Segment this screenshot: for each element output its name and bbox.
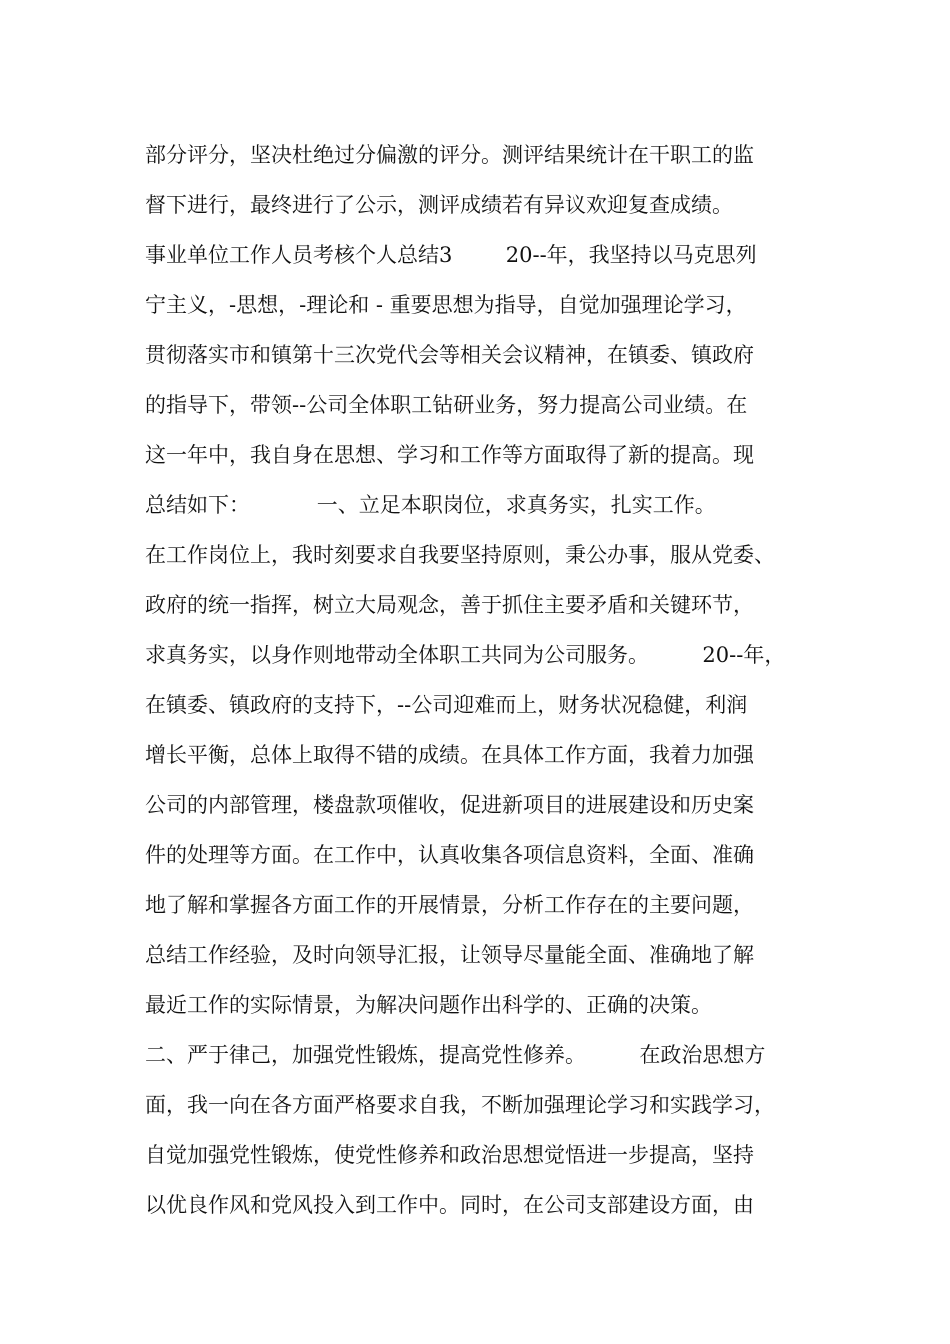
text-line: 部分评分，坚决杜绝过分偏激的评分。测评结果统计在干职工的监 bbox=[145, 143, 754, 167]
text-line: 以优良作风和党风投入到工作中。同时，在公司支部建设方面，由 bbox=[145, 1193, 754, 1217]
text-line: 贯彻落实市和镇第十三次党代会等相关会议精神，在镇委、镇政府 bbox=[145, 343, 754, 367]
text-line: 总结如下： 一、立足本职岗位，求真务实，扎实工作。 bbox=[145, 493, 716, 517]
text-line: 最近工作的实际情景，为解决问题作出科学的、正确的决策。 bbox=[145, 993, 712, 1017]
text-line: 的指导下，带领--公司全体职工钻研业务，努力提高公司业绩。在 bbox=[145, 393, 748, 417]
text-line: 在镇委、镇政府的支持下，--公司迎难而上，财务状况稳健，利润 bbox=[145, 693, 748, 717]
text-line: 在工作岗位上，我时刻要求自我要坚持原则，秉公办事，服从党委、 bbox=[145, 543, 775, 567]
text-line: 地了解和掌握各方面工作的开展情景，分析工作存在的主要问题， bbox=[145, 893, 754, 917]
text-line: 件的处理等方面。在工作中，认真收集各项信息资料，全面、准确 bbox=[145, 843, 754, 867]
text-line: 二、严于律己，加强党性锻炼，提高党性修养。 在政治思想方 bbox=[145, 1043, 766, 1067]
text-line: 面，我一向在各方面严格要求自我，不断加强理论学习和实践学习， bbox=[145, 1093, 775, 1117]
text-line: 宁主义，-思想，-理论和 - 重要思想为指导，自觉加强理论学习， bbox=[145, 293, 747, 317]
text-line: 自觉加强党性锻炼，使党性修养和政治思想觉悟进一步提高，坚持 bbox=[145, 1143, 754, 1167]
text-line: 总结工作经验，及时向领导汇报，让领导尽量能全面、准确地了解 bbox=[145, 943, 754, 967]
text-line: 求真务实，以身作则地带动全体职工共同为公司服务。 20--年， bbox=[145, 643, 786, 667]
text-line: 政府的统一指挥，树立大局观念，善于抓住主要矛盾和关键环节， bbox=[145, 593, 754, 617]
text-line: 督下进行，最终进行了公示，测评成绩若有异议欢迎复查成绩。 bbox=[145, 193, 733, 217]
document-body bbox=[145, 130, 825, 1230]
text-line: 事业单位工作人员考核个人总结3 20--年，我坚持以马克思列 bbox=[145, 243, 757, 267]
text-line: 公司的内部管理，楼盘款项催收，促进新项目的进展建设和历史案 bbox=[145, 793, 754, 817]
text-line: 增长平衡，总体上取得不错的成绩。在具体工作方面，我着力加强 bbox=[145, 743, 754, 767]
text-line: 这一年中，我自身在思想、学习和工作等方面取得了新的提高。现 bbox=[145, 443, 754, 467]
